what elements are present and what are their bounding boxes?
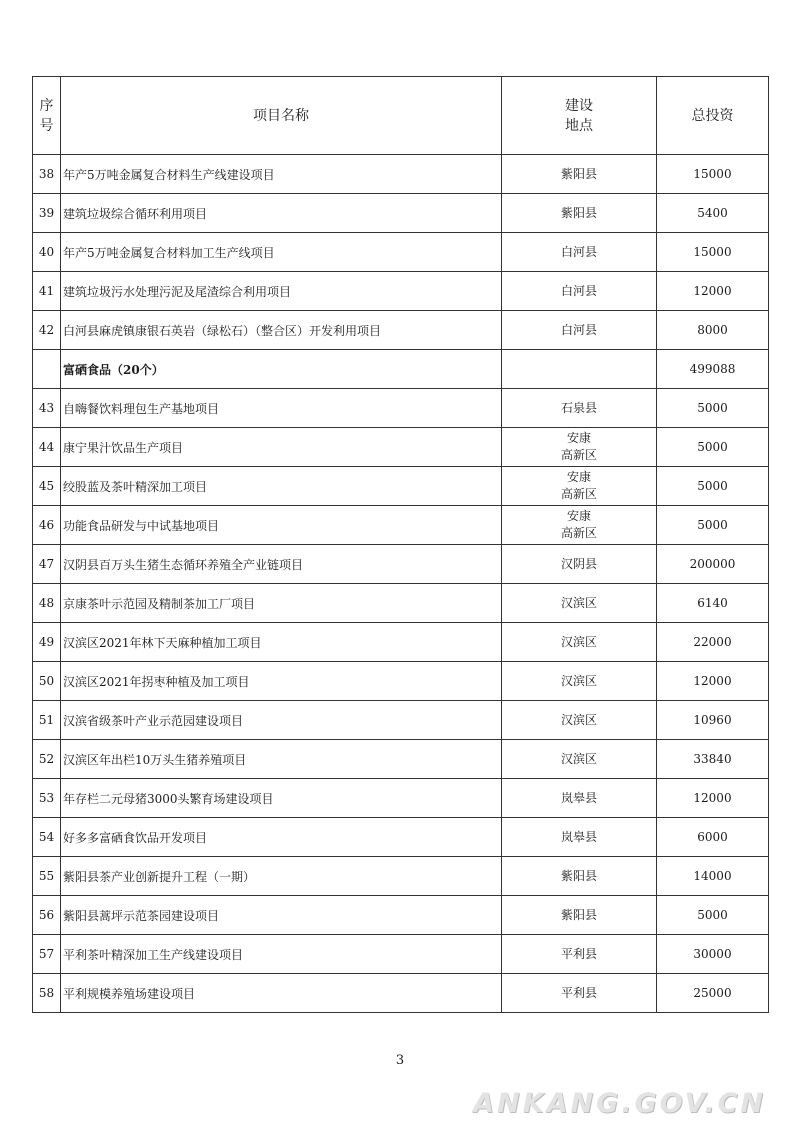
table-row (33, 272, 769, 311)
project-location (502, 311, 657, 350)
row-number: 57 (33, 935, 61, 974)
location-line: 安康 (566, 431, 591, 445)
project-investment: 200000 (657, 545, 769, 584)
location-line: 汉滨区 (560, 634, 597, 649)
location-line: 紫阳县 (560, 166, 597, 181)
table-row (33, 233, 769, 272)
project-investment: 33840 (657, 740, 769, 779)
project-name: 汉滨省级茶叶产业示范园建设项目 (61, 701, 502, 740)
project-location (502, 935, 657, 974)
category-row (33, 350, 769, 389)
location-line: 安康 (566, 470, 591, 484)
project-location (502, 623, 657, 662)
location-line: 白河县 (560, 244, 597, 259)
location-line: 石泉县 (560, 400, 597, 415)
table-row (33, 584, 769, 623)
location-line: 紫阳县 (560, 205, 597, 220)
project-investment: 499088 (657, 350, 769, 389)
header-investment: 总投资 (657, 77, 769, 155)
project-investment: 25000 (657, 974, 769, 1013)
table-row (33, 389, 769, 428)
row-number: 53 (33, 779, 61, 818)
table-row (33, 896, 769, 935)
table-row (33, 506, 769, 545)
row-number: 55 (33, 857, 61, 896)
project-name: 功能食品研发与中试基地项目 (61, 506, 502, 545)
project-location (502, 389, 657, 428)
project-investment: 8000 (657, 311, 769, 350)
project-name: 康宁果汁饮品生产项目 (61, 428, 502, 467)
row-number: 50 (33, 662, 61, 701)
project-location (502, 974, 657, 1013)
row-number: 58 (33, 974, 61, 1013)
location-line: 紫阳县 (560, 907, 597, 922)
table-row (33, 818, 769, 857)
row-number: 48 (33, 584, 61, 623)
project-location (502, 506, 657, 545)
header-location: 建设 地点 (502, 77, 657, 155)
table-row (33, 974, 769, 1013)
project-name: 建筑垃圾综合循环利用项目 (61, 194, 502, 233)
location-line: 安康 (566, 509, 591, 523)
project-name: 好多多富硒食饮品开发项目 (61, 818, 502, 857)
location-line: 汉滨区 (560, 712, 597, 727)
project-investment: 15000 (657, 233, 769, 272)
location-line: 汉阴县 (560, 556, 597, 571)
row-number: 46 (33, 506, 61, 545)
project-name: 紫阳县蒿坪示范茶园建设项目 (61, 896, 502, 935)
project-investment: 5400 (657, 194, 769, 233)
project-investment: 14000 (657, 857, 769, 896)
project-investment: 15000 (657, 155, 769, 194)
location-line: 紫阳县 (560, 868, 597, 883)
project-location (502, 896, 657, 935)
row-number: 39 (33, 194, 61, 233)
location-line: 岚皋县 (560, 790, 597, 805)
table-row (33, 623, 769, 662)
page-number: 3 (395, 1053, 405, 1068)
project-name: 建筑垃圾污水处理污泥及尾渣综合利用项目 (61, 272, 502, 311)
category-name: 富硒食品（20个） (61, 350, 502, 389)
table-row (33, 935, 769, 974)
row-number (33, 350, 61, 389)
project-location (502, 233, 657, 272)
row-number: 52 (33, 740, 61, 779)
row-number: 54 (33, 818, 61, 857)
project-location (502, 740, 657, 779)
location-line: 岚皋县 (560, 829, 597, 844)
row-number: 44 (33, 428, 61, 467)
location-line: 白河县 (560, 283, 597, 298)
project-location (502, 545, 657, 584)
row-number: 49 (33, 623, 61, 662)
project-table (32, 76, 769, 1013)
project-location (502, 350, 657, 389)
project-location (502, 818, 657, 857)
location-line: 汉滨区 (560, 595, 597, 610)
project-name: 绞股蓝及茶叶精深加工项目 (61, 467, 502, 506)
project-location (502, 467, 657, 506)
project-investment: 5000 (657, 389, 769, 428)
project-investment: 5000 (657, 896, 769, 935)
project-investment: 22000 (657, 623, 769, 662)
project-name: 汉滨区年出栏10万头生猪养殖项目 (61, 740, 502, 779)
project-location (502, 857, 657, 896)
project-name: 白河县麻虎镇康银石英岩（绿松石）（整合区）开发利用项目 (61, 311, 502, 350)
project-location (502, 662, 657, 701)
location-line: 平利县 (560, 946, 597, 961)
table-row (33, 155, 769, 194)
header-seq: 序 号 (33, 77, 61, 155)
project-location (502, 779, 657, 818)
project-location (502, 194, 657, 233)
project-name: 紫阳县茶产业创新提升工程（一期） (61, 857, 502, 896)
table-row (33, 545, 769, 584)
table-row (33, 428, 769, 467)
project-name: 汉滨区2021年拐枣种植及加工项目 (61, 662, 502, 701)
project-investment: 5000 (657, 428, 769, 467)
project-location (502, 428, 657, 467)
table-row (33, 662, 769, 701)
project-name: 平利茶叶精深加工生产线建设项目 (61, 935, 502, 974)
table-row (33, 311, 769, 350)
project-investment: 30000 (657, 935, 769, 974)
row-number: 45 (33, 467, 61, 506)
row-number: 42 (33, 311, 61, 350)
table-row (33, 740, 769, 779)
location-line: 平利县 (560, 985, 597, 1000)
project-investment: 5000 (657, 467, 769, 506)
table-header-row (33, 77, 769, 155)
table-row (33, 467, 769, 506)
project-investment: 10960 (657, 701, 769, 740)
project-location (502, 701, 657, 740)
table-row (33, 701, 769, 740)
project-location (502, 155, 657, 194)
location-line: 高新区 (560, 448, 597, 462)
project-name: 平利规模养殖场建设项目 (61, 974, 502, 1013)
project-name: 汉阴县百万头生猪生态循环养殖全产业链项目 (61, 545, 502, 584)
table-body (33, 155, 769, 1013)
location-line: 高新区 (560, 526, 597, 540)
project-investment: 12000 (657, 272, 769, 311)
project-name: 年产5万吨金属复合材料加工生产线项目 (61, 233, 502, 272)
row-number: 40 (33, 233, 61, 272)
project-name: 京康茶叶示范园及精制茶加工厂项目 (61, 584, 502, 623)
project-location (502, 584, 657, 623)
site-watermark: ANKANG.GOV.CN (473, 1088, 766, 1119)
project-name: 年产5万吨金属复合材料生产线建设项目 (61, 155, 502, 194)
project-name: 自嗨餐饮料理包生产基地项目 (61, 389, 502, 428)
row-number: 56 (33, 896, 61, 935)
location-line: 白河县 (560, 322, 597, 337)
location-line: 高新区 (560, 487, 597, 501)
project-investment: 12000 (657, 779, 769, 818)
project-investment: 12000 (657, 662, 769, 701)
row-number: 41 (33, 272, 61, 311)
project-name: 汉滨区2021年林下天麻种植加工项目 (61, 623, 502, 662)
table-row (33, 779, 769, 818)
project-location (502, 272, 657, 311)
project-name: 年存栏二元母猪3000头繁育场建设项目 (61, 779, 502, 818)
table-row (33, 857, 769, 896)
project-investment: 6000 (657, 818, 769, 857)
project-investment: 5000 (657, 506, 769, 545)
row-number: 43 (33, 389, 61, 428)
row-number: 51 (33, 701, 61, 740)
location-line: 汉滨区 (560, 673, 597, 688)
row-number: 47 (33, 545, 61, 584)
header-name: 项目名称 (61, 77, 502, 155)
row-number: 38 (33, 155, 61, 194)
table-row (33, 194, 769, 233)
project-investment: 6140 (657, 584, 769, 623)
location-line: 汉滨区 (560, 751, 597, 766)
